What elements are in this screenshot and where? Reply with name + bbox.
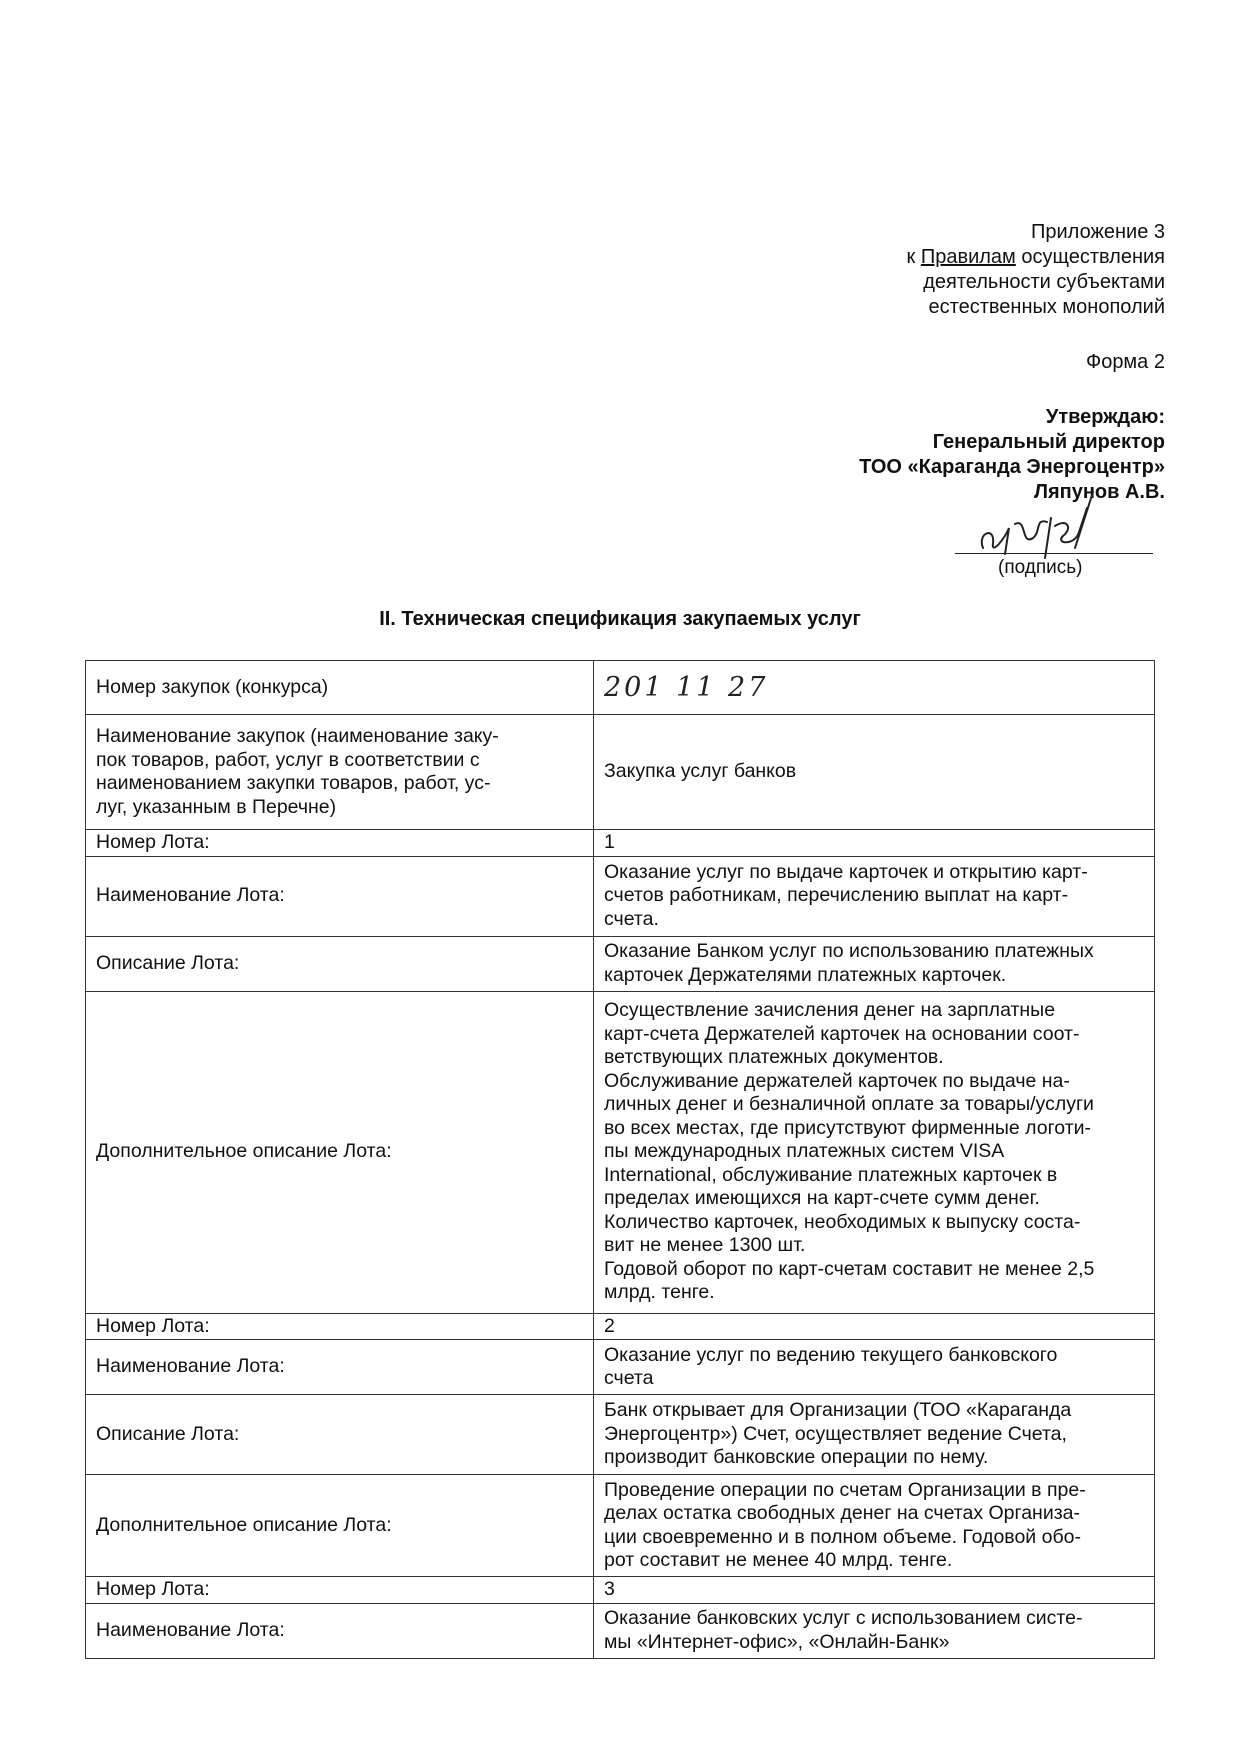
annex-header (907, 220, 1165, 320)
signature-line (955, 553, 1153, 554)
table-row (86, 1475, 1155, 1577)
row-value: Проведение операции по счетам Организации в пре- делах остатка свободных денег на счетах Организа- ции своевременно и в полном объеме. Годовой обо- рот составит не менее 40 млрд. тенге. (594, 1475, 1155, 1577)
annex-line-4: естественных монополий (928, 296, 1165, 318)
row-label: Наименование Лота: (86, 856, 594, 936)
approval-line-3: ТОО «Караганда Энергоцентр» (859, 456, 1165, 478)
row-label: Дополнительное описание Лота: (86, 991, 594, 1313)
row-label: Номер Лота: (86, 1313, 594, 1340)
annex-prefix: к (906, 246, 921, 268)
table-row (86, 1577, 1155, 1604)
row-label: Описание Лота: (86, 936, 594, 991)
annex-line-1: Приложение 3 (1031, 221, 1165, 243)
signature-caption: (подпись) (998, 557, 1083, 578)
row-label: Номер Лота: (86, 830, 594, 857)
annex-line-2 (907, 245, 1165, 270)
annex-line-3: деятельности субъектами (923, 271, 1165, 293)
row-value: Банк открывает для Организации (ТОО «Караганда Энергоцентр») Счет, осуществляет ведение Счета, производит банковские операции по нему. (594, 1395, 1155, 1475)
approval-line-4: Ляпунов А.В. (1033, 481, 1165, 503)
table-row (86, 715, 1155, 830)
section-title: II. Техническая спецификация закупаемых услуг (379, 608, 861, 630)
approval-line-1: Утверждаю: (1045, 406, 1165, 428)
row-value: Оказание банковских услуг с использованием систе- мы «Интернет-офис», «Онлайн-Банк» (594, 1603, 1155, 1658)
annex-line-2-rest: осуществления (1015, 246, 1165, 268)
row-label: Номер закупок (конкурса) (86, 661, 594, 715)
row-value: 2 (594, 1313, 1155, 1340)
row-label: Наименование закупок (наименование заку- пок товаров, работ, услуг в соответствии с наименованием закупки товаров, работ, ус- луг, указанным в Перечне) (86, 715, 594, 830)
row-label: Наименование Лота: (86, 1340, 594, 1395)
table-row (86, 856, 1155, 936)
row-value: Оказание Банком услуг по использованию платежных карточек Держателями платежных карточек. (594, 936, 1155, 991)
signature-scribble (975, 488, 1100, 563)
table-row (86, 991, 1155, 1313)
row-label: Номер Лота: (86, 1577, 594, 1604)
specification-table (85, 660, 1155, 1659)
row-label: Наименование Лота: (86, 1603, 594, 1658)
approval-line-2: Генеральный директор (932, 431, 1165, 453)
procurement-number-handwritten: 201 11 27 (594, 661, 1155, 715)
row-value: 1 (594, 830, 1155, 857)
row-value: Осуществление зачисления денег на зарплатные карт-счета Держателей карточек на основании соот- ветствующих платежных документов. Обслуживание держателей карточек по выдаче на- личных денег и безналичной оплате за товары/услуги во всех местах, где присутствуют фирменные логоти- пы международных платежных систем VISA International, обслуживание платежных карточек в пределах имеющихся на карт-счете сумм денег. Количество карточек, необходимых к выпуску соста- вит не менее 1300 шт. Годовой оборот по карт-счетам составит не менее 2,5 млрд. тенге. (594, 991, 1155, 1313)
table-row (86, 1313, 1155, 1340)
rules-link[interactable]: Правилам (920, 246, 1016, 268)
row-label: Дополнительное описание Лота: (86, 1475, 594, 1577)
table-row (86, 830, 1155, 857)
table-row (86, 661, 1155, 715)
form-number: Форма 2 (1085, 351, 1165, 373)
table-row (86, 1603, 1155, 1658)
row-value: 3 (594, 1577, 1155, 1604)
row-value: Закупка услуг банков (594, 715, 1155, 830)
table-row (86, 1395, 1155, 1475)
row-value: Оказание услуг по ведению текущего банковского счета (594, 1340, 1155, 1395)
table-row (86, 936, 1155, 991)
row-label: Описание Лота: (86, 1395, 594, 1475)
table-row (86, 1340, 1155, 1395)
row-value: Оказание услуг по выдаче карточек и открытию карт- счетов работникам, перечислению выплат на карт- счета. (594, 856, 1155, 936)
